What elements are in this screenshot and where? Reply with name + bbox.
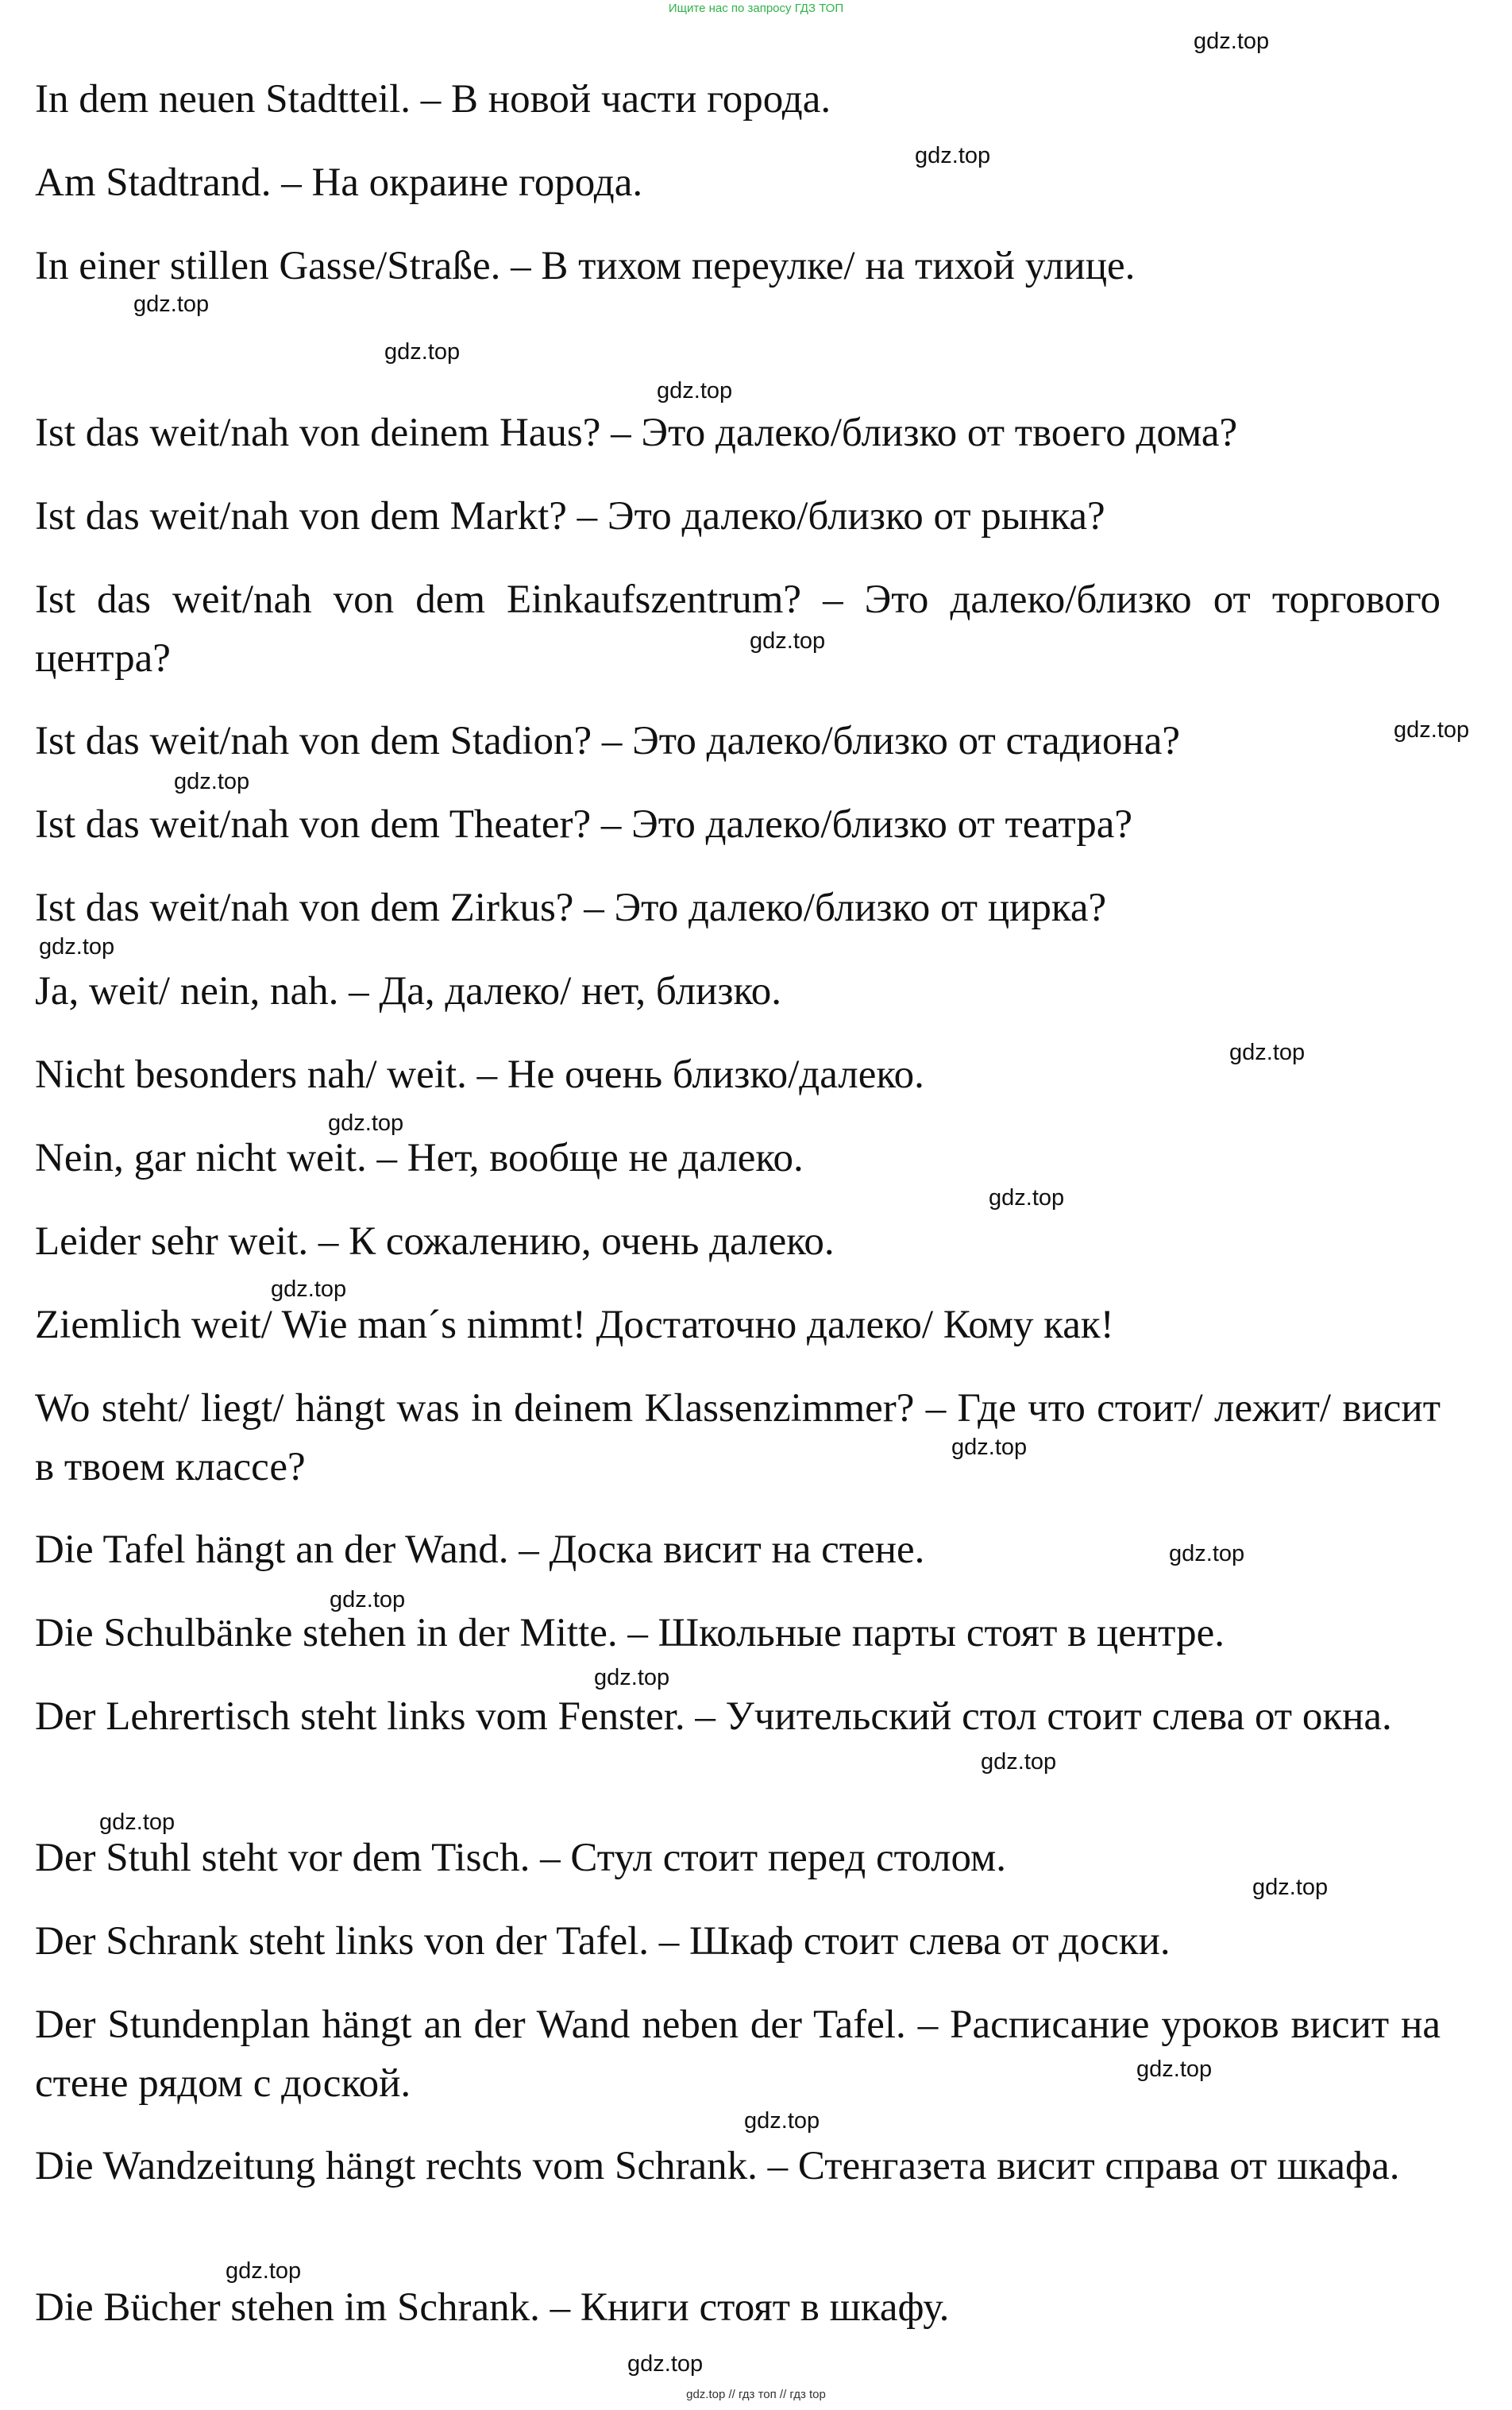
text-line: Nein, gar nicht weit. – Нет, вообще не далеко. (35, 1136, 804, 1180)
watermark: gdz.top (951, 1435, 1028, 1460)
text-line: Der Schrank steht links von der Tafel. – Шкаф стоит слева от доски. (35, 1919, 1171, 1964)
text-line: Der Stundenplan hängt an der Wand neben der Tafel. – Расписание уроков висит на стене рядом с доской. (35, 2003, 1441, 2106)
watermark: gdz.top (981, 1749, 1057, 1775)
watermark: gdz.top (99, 1809, 176, 1835)
text-line: In einer stillen Gasse/Straße. – В тихом переулке/ на тихой улице. (35, 244, 1136, 288)
text-line: Die Bücher stehen im Schrank. – Книги стоят в шкафу. (35, 2285, 950, 2330)
text-line: In dem neuen Stadtteil. – В новой части города. (35, 77, 831, 122)
watermark: gdz.top (594, 1665, 670, 1690)
text-line: Die Schulbänke stehen in der Mitte. – Школьные парты стоят в центре. (35, 1611, 1225, 1655)
watermark: gdz.top (39, 934, 115, 960)
text-line: Ist das weit/nah von deinem Haus? – Это далеко/близко от твоего дома? (35, 411, 1238, 455)
text-line: Ist das weit/nah von dem Theater? – Это далеко/близко от театра? (35, 802, 1133, 847)
text-line: Ist das weit/nah von dem Stadion? – Это далеко/близко от стадиона? (35, 719, 1180, 763)
watermark: gdz.top (989, 1185, 1065, 1211)
watermark: gdz.top (915, 143, 991, 168)
text-line: Ist das weit/nah von dem Einkaufszentrum? – Это далеко/близко от торгового центра? (35, 577, 1441, 681)
watermark: gdz.top (384, 339, 461, 365)
watermark: gdz.top (1136, 2057, 1213, 2082)
watermark: gdz.top (1194, 29, 1270, 54)
text-line: Wo steht/ liegt/ hängt was in deinem Klassenzimmer? – Где что стоит/ лежит/ висит в твоем классе? (35, 1386, 1441, 1489)
watermark: gdz.top (744, 2108, 820, 2134)
text-line: Die Tafel hängt an der Wand. – Доска висит на стене. (35, 1527, 925, 1572)
text-line: Nicht besonders nah/ weit. – Не очень близко/далеко. (35, 1052, 924, 1097)
watermark: gdz.top (271, 1276, 347, 1302)
text-line: Ziemlich weit/ Wie man´s nimmt! Достаточно далеко/ Кому как! (35, 1303, 1114, 1347)
text-line: Der Stuhl steht vor dem Tisch. – Стул стоит перед столом. (35, 1836, 1007, 1880)
bottom-banner: gdz.top // гдз топ // гдз top (686, 2388, 826, 2401)
text-line: Ja, weit/ nein, nah. – Да, далеко/ нет, близко. (35, 969, 781, 1014)
text-line: Die Wandzeitung hängt rechts vom Schrank. – Стенгазета висит справа от шкафа. (35, 2144, 1400, 2188)
text-line: Der Lehrertisch steht links vom Fenster. – Учительский стол стоит слева от окна. (35, 1694, 1392, 1739)
watermark: gdz.top (133, 292, 210, 317)
watermark: gdz.top (1394, 717, 1470, 743)
watermark: gdz.top (657, 378, 733, 404)
watermark: gdz.top (226, 2258, 302, 2284)
watermark: gdz.top (1169, 1541, 1245, 1566)
watermark: gdz.top (627, 2351, 704, 2377)
top-banner: Ищите нас по запросу ГДЗ ТОП (668, 2, 844, 15)
watermark: gdz.top (1229, 1040, 1306, 1065)
watermark: gdz.top (750, 628, 826, 654)
watermark: gdz.top (174, 769, 250, 794)
text-line: Ist das weit/nah von dem Markt? – Это далеко/близко от рынка? (35, 494, 1105, 539)
watermark: gdz.top (330, 1587, 406, 1612)
text-line: Ist das weit/nah von dem Zirkus? – Это далеко/близко от цирка? (35, 886, 1107, 930)
watermark: gdz.top (1252, 1875, 1329, 1900)
text-line: Am Stadtrand. – На окраине города. (35, 160, 643, 205)
watermark: gdz.top (328, 1110, 404, 1136)
text-line: Leider sehr weit. – К сожалению, очень далеко. (35, 1219, 835, 1264)
